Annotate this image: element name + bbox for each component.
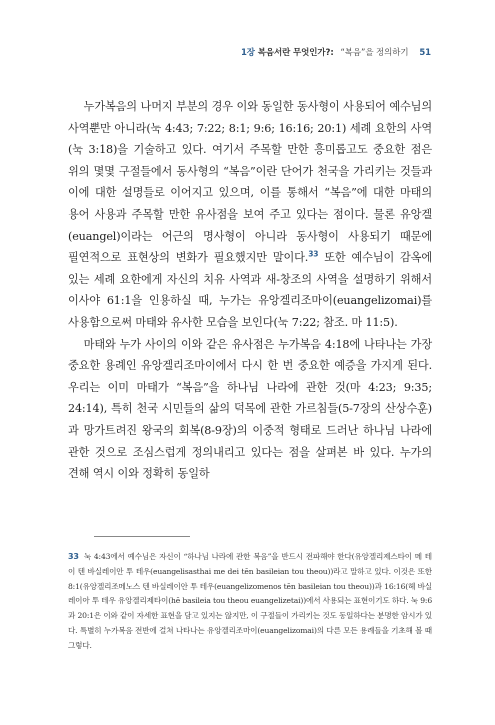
chapter-title: 복음서란 무엇인가?:	[257, 48, 334, 58]
chapter-subtitle: “복음”을 정의하기	[340, 48, 409, 58]
body-text	[68, 96, 432, 485]
footnote	[68, 550, 432, 654]
footnote-text: 눅 4:43에서 예수님은 자신이 “하나님 나라에 관한 복음”을 반드시 전파해야 한다(유앙겔리제스타이 메 테이 텐 바실레이안 투 테우(euangelisasthai me dei tēn basileian tou theou))라고 말하고 있다. 이것은 또한 8:1(유앙겔리조메노스 텐 바실레이안 투 테우(euangelizomenos tēn basileian tou theou))과 16:16(헤 바실레이아 투 테우 유앙겔리제타이(hē basileia tou theou euangelizetai))에서 사용되는 표현이기도 하다. 눅 9:6과 20:1은 이와 같이 자세한 표현을 담고 있지는 않지만, 이 구절들이 가리키는 것도 동일하다는 분명한 암시가 있다. 특별히 누가복음 전반에 걸쳐 나타나는 유앙겔리조마이(euangelizomai)의 다른 모든 용례들을 기초해 볼 때 그렇다.	[68, 552, 432, 650]
footnote-reference[interactable]: 33	[308, 249, 319, 259]
running-header	[241, 46, 431, 58]
paragraph-2: 마태와 누가 사이의 이와 같은 유사점은 누가복음 4:18에 나타나는 가장 중요한 용례인 유앙겔리조마이에서 다시 한 번 중요한 예증을 가지게 된다. 우리는 이미 마태가 “복음”을 하나님 나라에 관한 것(마 4:23; 9:35; 24:14), 특히 천국 시민들의 삶의 덕목에 관한 가르침들(5-7장의 산상수훈)과 망가트려진 왕국의 회복(8-9장)의 이중적 형태로 드러난 하나님 나라에 관한 것으로 조심스럽게 정의내리고 있다는 점을 살펴본 바 있다. 누가의 견해 역시 이와 정확히 동일하	[68, 337, 432, 481]
paragraph-1-continuation: 또한 예수님이 감옥에 있는 세례 요한에게 자신의 치유 사역과 새-창조의 사역을 설명하기 위해서 이사야 61:1을 인용하실 때, 누가는 유앙겔리조마이(euangelizomai)를 사용함으로써 마태와 유사한 모습을 보인다(눅 7:22; 참조. 마 11:5).	[68, 251, 432, 329]
paragraph-1-text: 누가복음의 나머지 부분의 경우 이와 동일한 동사형이 사용되어 예수님의 사역뿐만 아니라(눅 4:43; 7:22; 8:1; 9:6; 16:16; 20:1) 세례 요한의 사역(눅 3:18)을 기술하고 있다. 여기서 주목할 만한 흥미롭고도 중요한 점은 위의 몇몇 구절들에서 동사형의 “복음”이란 단어가 천국을 가리키는 것들과 이에 대한 설명들로 이어지고 있으며, 이를 통해서 “복음”에 대한 마태의 용어 사용과 주목할 만한 유사점을 보여 주고 있다는 점이다. 물론 유앙겔(euangel)이라는 어근의 명사형이 아니라 동사형이 사용되기 때문에 필연적으로 표현상의 변화가 필요했지만 말이다.	[68, 100, 432, 265]
footnote-divider	[94, 536, 190, 537]
chapter-label: 1장	[240, 48, 255, 58]
page-number: 51	[419, 48, 431, 58]
footnote-number: 33	[68, 552, 79, 561]
paragraph-1	[68, 96, 432, 334]
